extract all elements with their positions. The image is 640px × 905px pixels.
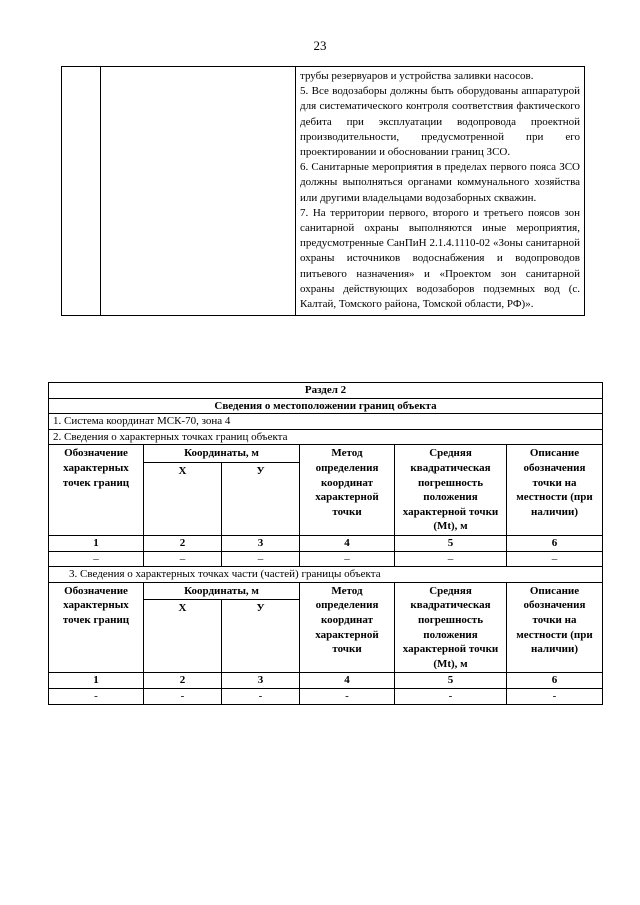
column-number: 4	[300, 535, 395, 551]
column-number: 4	[300, 673, 395, 689]
table-cell: –	[222, 551, 300, 567]
table-cell: -	[507, 688, 603, 704]
continuation-cell-text	[296, 67, 585, 316]
table-cell: –	[300, 551, 395, 567]
table1-column-numbers	[49, 535, 603, 551]
header-error: Средняя квадратическая погрешность положения характерной точки (Mt), м	[395, 445, 507, 536]
section-2-table	[48, 382, 603, 705]
header-designation: Обозначение характерных точек границ	[49, 445, 144, 536]
column-number: 6	[507, 673, 603, 689]
header-x: X	[144, 462, 222, 535]
section-subtitle: Сведения о местоположении границ объекта	[49, 398, 603, 414]
table-cell: -	[144, 688, 222, 704]
table-cell: -	[49, 688, 144, 704]
coordinate-system-row	[49, 414, 603, 430]
header-description: Описание обозначения точки на местности (при наличии)	[507, 582, 603, 673]
column-number: 2	[144, 673, 222, 689]
continuation-cell-number	[62, 67, 101, 316]
paragraph-item-5: 5. Все водозаборы должны быть оборудованы аппаратурой для систематического контроля соответствия фактического дебита при эксплуатации водопровода проектной производительности, предусмотренной при его проектировании и обосновании границ ЗСО.	[300, 85, 580, 159]
column-number: 1	[49, 673, 144, 689]
coordinate-system: 1. Система координат МСК-70, зона 4	[49, 414, 603, 430]
table2-column-numbers	[49, 673, 603, 689]
table-cell: –	[49, 551, 144, 567]
header-y: У	[222, 462, 300, 535]
part-boundary-caption: 3. Сведения о характерных точках части (частей) границы объекта	[49, 567, 603, 583]
continuation-cell-name	[101, 67, 296, 316]
column-number: 3	[222, 535, 300, 551]
table-row	[49, 688, 603, 704]
column-number: 5	[395, 673, 507, 689]
column-number: 6	[507, 535, 603, 551]
section-subtitle-row	[49, 398, 603, 414]
boundary-points-caption: 2. Сведения о характерных точках границ объекта	[49, 429, 603, 445]
header-x: X	[144, 600, 222, 673]
table-row	[49, 551, 603, 567]
header-y: У	[222, 600, 300, 673]
table-cell: -	[300, 688, 395, 704]
column-number: 3	[222, 673, 300, 689]
paragraph-item-7: 7. На территории первого, второго и третьего поясов зон санитарной охраны выполняются иные мероприятия, предусмотренные СанПиН 2.1.4.1110-02 «Зоны санитарной охраны источников водоснабжения и водопроводов питьевого назначения» и «Проектом зон санитарной охраны действующих водозаборов подземных вод (с. Калтай, Томского района, Томской области, РФ)».	[300, 206, 580, 311]
page-number: 23	[313, 38, 327, 53]
table1-header-row	[49, 445, 603, 463]
header-coordinates: Координаты, м	[144, 445, 300, 463]
header-description: Описание обозначения точки на местности (при наличии)	[507, 445, 603, 536]
header-coordinates: Координаты, м	[144, 582, 300, 600]
table-cell: -	[222, 688, 300, 704]
boundary-points-caption-row	[49, 429, 603, 445]
column-number: 5	[395, 535, 507, 551]
table-cell: –	[395, 551, 507, 567]
header-method: Метод определения координат характерной точки	[300, 445, 395, 536]
column-number: 2	[144, 535, 222, 551]
table-cell: –	[507, 551, 603, 567]
part-boundary-caption-row	[49, 567, 603, 583]
continuation-table	[61, 66, 585, 316]
section-title: Раздел 2	[49, 383, 603, 399]
section-title-row	[49, 383, 603, 399]
continuation-row	[62, 67, 585, 316]
paragraph-item-6: 6. Санитарные мероприятия в пределах первого пояса ЗСО должны выполняться органами коммунального хозяйства или другими владельцами водозаборных скважин.	[300, 161, 580, 204]
header-method: Метод определения координат характерной точки	[300, 582, 395, 673]
table-cell: -	[395, 688, 507, 704]
header-error: Средняя квадратическая погрешность положения характерной точки (Mt), м	[395, 582, 507, 673]
table2-header-row	[49, 582, 603, 600]
column-number: 1	[49, 535, 144, 551]
table-cell: –	[144, 551, 222, 567]
paragraph-pipes: трубы резервуаров и устройства заливки насосов.	[300, 70, 534, 82]
header-designation: Обозначение характерных точек границ	[49, 582, 144, 673]
